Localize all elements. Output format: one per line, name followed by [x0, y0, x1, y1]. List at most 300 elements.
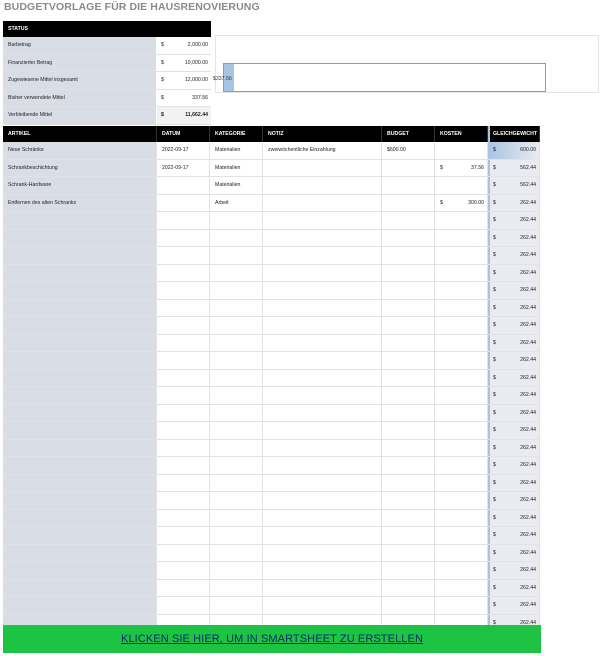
cell-datum[interactable] [157, 247, 210, 264]
cell-notiz[interactable] [263, 492, 382, 509]
cell-datum[interactable] [157, 527, 210, 544]
cell-kosten[interactable] [435, 300, 488, 317]
status-label: Bisher verwendete Mittel [3, 90, 157, 107]
cell-kategorie[interactable] [210, 492, 263, 509]
cell-kategorie[interactable] [210, 597, 263, 614]
cell-notiz[interactable] [263, 317, 382, 334]
cell-gleichgewicht[interactable] [488, 580, 540, 597]
cell-artikel[interactable] [3, 265, 157, 282]
cell-gleichgewicht[interactable] [488, 282, 540, 299]
table-row [3, 457, 540, 475]
header-budget[interactable]: BUDGET [382, 126, 435, 142]
cell-kategorie[interactable] [210, 562, 263, 579]
cell-kosten[interactable] [435, 195, 488, 212]
cell-artikel[interactable] [3, 317, 157, 334]
cell-budget[interactable] [382, 177, 435, 194]
cell-kategorie[interactable]: Arbeit [210, 195, 263, 212]
cell-datum[interactable] [157, 212, 210, 229]
cell-notiz[interactable] [263, 457, 382, 474]
cell-notiz[interactable] [263, 440, 382, 457]
cell-budget[interactable] [382, 597, 435, 614]
balance-currency: $ [493, 252, 496, 258]
table-row [3, 142, 540, 160]
table-row [3, 545, 540, 563]
cell-gleichgewicht[interactable] [488, 405, 540, 422]
balance-currency: $ [493, 304, 496, 311]
cell-kategorie[interactable]: Materialien [210, 177, 263, 194]
page-title: BUDGETVORLAGE FÜR DIE HAUSRENOVIERUNG [4, 1, 260, 13]
cell-notiz[interactable] [263, 160, 382, 177]
cell-gleichgewicht[interactable] [488, 247, 540, 264]
kosten-currency: $ [440, 199, 443, 206]
balance-value: 262.44 [520, 462, 536, 468]
budget-table [3, 126, 540, 632]
cell-kosten[interactable] [435, 352, 488, 369]
cell-notiz[interactable] [263, 300, 382, 317]
cell-artikel[interactable] [3, 335, 157, 352]
cell-kosten[interactable] [435, 177, 488, 194]
balance-value: 262.44 [520, 409, 536, 416]
cell-budget[interactable] [382, 317, 435, 334]
balance-value: 262.44 [520, 479, 536, 486]
balance-currency: $ [493, 182, 496, 188]
cell-notiz[interactable] [263, 247, 382, 264]
cell-gleichgewicht[interactable] [488, 212, 540, 229]
cell-datum[interactable] [157, 282, 210, 299]
cell-budget[interactable] [382, 352, 435, 369]
cell-kosten[interactable] [435, 247, 488, 264]
status-currency: $ [157, 55, 173, 72]
cell-kosten[interactable] [435, 597, 488, 614]
cell-datum[interactable] [157, 457, 210, 474]
cell-notiz[interactable] [263, 282, 382, 299]
cell-gleichgewicht[interactable] [488, 230, 540, 247]
table-row [3, 422, 540, 440]
cell-gleichgewicht[interactable] [488, 300, 540, 317]
cell-gleichgewicht[interactable] [488, 475, 540, 492]
header-datum[interactable]: DATUM [157, 126, 210, 142]
cell-notiz[interactable] [263, 422, 382, 439]
cell-kosten[interactable] [435, 265, 488, 282]
cell-datum[interactable] [157, 545, 210, 562]
table-row [3, 440, 540, 458]
balance-value: 562.44 [520, 164, 536, 171]
cell-artikel[interactable] [3, 212, 157, 229]
balance-value: 262.44 [520, 374, 536, 381]
cell-artikel[interactable]: Entfernen des alten Schranks [3, 195, 157, 212]
cell-datum[interactable] [157, 195, 210, 212]
balance-currency: $ [493, 339, 496, 346]
cell-datum[interactable] [157, 317, 210, 334]
cell-artikel[interactable] [3, 580, 157, 597]
cell-budget[interactable] [382, 545, 435, 562]
status-value[interactable]: 11,662.44 [173, 107, 211, 124]
cell-budget[interactable] [382, 387, 435, 404]
cell-datum[interactable] [157, 352, 210, 369]
cell-datum[interactable] [157, 370, 210, 387]
cell-notiz[interactable] [263, 475, 382, 492]
header-kosten[interactable]: KOSTEN [435, 126, 488, 142]
cell-budget[interactable] [382, 422, 435, 439]
cell-gleichgewicht[interactable] [488, 510, 540, 527]
status-currency: $ [157, 37, 173, 54]
balance-currency: $ [493, 392, 496, 398]
table-body [3, 142, 540, 632]
balance-currency: $ [493, 532, 496, 538]
table-row [3, 562, 540, 580]
cell-kategorie[interactable] [210, 230, 263, 247]
cell-gleichgewicht[interactable] [488, 317, 540, 334]
cell-kosten[interactable] [435, 475, 488, 492]
cell-datum[interactable] [157, 387, 210, 404]
balance-currency: $ [493, 269, 496, 276]
header-gleichgewicht[interactable]: GLEICHGEWICHT [488, 126, 540, 142]
cell-artikel[interactable] [3, 230, 157, 247]
cell-artikel[interactable] [3, 282, 157, 299]
cell-kategorie[interactable] [210, 527, 263, 544]
cell-kosten[interactable] [435, 440, 488, 457]
balance-currency: $ [493, 567, 496, 573]
balance-value: 262.44 [520, 234, 536, 241]
balance-value: 262.44 [520, 619, 536, 626]
cell-datum[interactable] [157, 230, 210, 247]
cell-kategorie[interactable] [210, 317, 263, 334]
balance-value: 262.44 [520, 497, 536, 503]
cell-notiz[interactable] [263, 580, 382, 597]
cell-kategorie[interactable] [210, 580, 263, 597]
cell-datum[interactable] [157, 335, 210, 352]
cell-budget[interactable] [382, 475, 435, 492]
table-row [3, 580, 540, 598]
cell-datum[interactable] [157, 422, 210, 439]
cell-notiz[interactable] [263, 597, 382, 614]
cell-gleichgewicht[interactable] [488, 352, 540, 369]
cell-artikel[interactable] [3, 492, 157, 509]
cell-kategorie[interactable] [210, 457, 263, 474]
kosten-value: 37.56 [471, 164, 484, 171]
cell-datum[interactable] [157, 405, 210, 422]
cell-notiz[interactable] [263, 545, 382, 562]
cell-gleichgewicht[interactable] [488, 142, 540, 159]
cell-budget[interactable] [382, 492, 435, 509]
table-row [3, 527, 540, 545]
balance-value: 262.44 [520, 602, 536, 608]
balance-value: 262.44 [520, 304, 536, 311]
cell-gleichgewicht[interactable] [488, 195, 540, 212]
table-row [3, 212, 540, 230]
cell-budget[interactable] [382, 160, 435, 177]
cell-notiz[interactable] [263, 562, 382, 579]
balance-value: 262.44 [520, 339, 536, 346]
cell-kategorie[interactable] [210, 545, 263, 562]
cell-kosten[interactable] [435, 142, 488, 159]
table-row [3, 282, 540, 300]
cell-kosten[interactable] [435, 335, 488, 352]
cell-kategorie[interactable] [210, 510, 263, 527]
table-row [3, 352, 540, 370]
balance-currency: $ [493, 514, 496, 521]
balance-value: 262.44 [520, 567, 536, 573]
cell-kategorie[interactable]: Materialien [210, 142, 263, 159]
cell-budget[interactable] [382, 527, 435, 544]
balance-value: 262.44 [520, 287, 536, 293]
status-value[interactable]: 337.56 [173, 90, 211, 107]
cell-artikel[interactable] [3, 247, 157, 264]
cell-budget[interactable] [382, 457, 435, 474]
cell-budget[interactable] [382, 405, 435, 422]
status-label: Verbleibende Mittel [3, 107, 157, 124]
cell-kategorie[interactable] [210, 475, 263, 492]
cell-artikel[interactable] [3, 510, 157, 527]
cell-kategorie[interactable] [210, 352, 263, 369]
cell-kosten[interactable] [435, 370, 488, 387]
cell-budget[interactable] [382, 440, 435, 457]
cell-artikel[interactable] [3, 545, 157, 562]
table-header [3, 126, 540, 142]
balance-value: 262.44 [520, 427, 536, 433]
cell-budget[interactable] [382, 580, 435, 597]
cell-notiz[interactable] [263, 527, 382, 544]
cell-gleichgewicht[interactable] [488, 597, 540, 614]
cell-gleichgewicht[interactable] [488, 457, 540, 474]
cell-artikel[interactable] [3, 597, 157, 614]
cell-budget[interactable] [382, 195, 435, 212]
status-value[interactable]: 12,000.00 [173, 72, 211, 89]
cell-budget[interactable] [382, 510, 435, 527]
table-row [3, 300, 540, 318]
table-row [3, 335, 540, 353]
balance-value: 600.00 [520, 147, 536, 153]
balance-value: 262.44 [520, 392, 536, 398]
cell-budget[interactable] [382, 247, 435, 264]
cta-label[interactable]: KLICKEN SIE HIER, UM IN SMARTSHEET ZU ERSTELLEN [121, 633, 423, 645]
cell-artikel[interactable]: Schrank-Hardware [3, 177, 157, 194]
cell-datum[interactable] [157, 562, 210, 579]
status-row [3, 107, 211, 125]
chart-data-label: $337.56 [213, 76, 232, 82]
balance-value: 262.44 [520, 199, 536, 206]
cell-notiz[interactable] [263, 405, 382, 422]
status-rows [3, 37, 211, 125]
kosten-value: 300.00 [468, 199, 484, 206]
cell-kosten[interactable] [435, 160, 488, 177]
balance-currency: $ [493, 322, 496, 328]
cell-kategorie[interactable] [210, 300, 263, 317]
status-value[interactable]: 10,000.00 [173, 55, 211, 72]
cell-datum[interactable] [157, 597, 210, 614]
status-currency: $ [157, 90, 173, 107]
cell-gleichgewicht[interactable] [488, 370, 540, 387]
kosten-currency: $ [440, 164, 443, 171]
status-row [3, 90, 211, 108]
table-row [3, 492, 540, 510]
cell-kosten[interactable] [435, 317, 488, 334]
table-row [3, 510, 540, 528]
cell-datum[interactable] [157, 475, 210, 492]
cell-artikel[interactable] [3, 405, 157, 422]
table-row [3, 405, 540, 423]
cell-kosten[interactable] [435, 212, 488, 229]
table-row [3, 177, 540, 195]
balance-value: 262.44 [520, 357, 536, 363]
cell-gleichgewicht[interactable] [488, 545, 540, 562]
cell-kategorie[interactable] [210, 405, 263, 422]
cell-artikel[interactable] [3, 562, 157, 579]
cell-artikel[interactable] [3, 527, 157, 544]
cell-datum[interactable] [157, 265, 210, 282]
cell-kategorie[interactable] [210, 422, 263, 439]
cell-notiz[interactable] [263, 177, 382, 194]
cell-kosten[interactable] [435, 527, 488, 544]
cell-notiz[interactable] [263, 370, 382, 387]
cell-kategorie[interactable] [210, 387, 263, 404]
cell-datum[interactable]: 2022-09-17 [157, 142, 210, 159]
cell-budget[interactable] [382, 300, 435, 317]
status-header: STATUS [3, 21, 211, 37]
cell-gleichgewicht[interactable] [488, 265, 540, 282]
cell-kategorie[interactable] [210, 440, 263, 457]
balance-currency: $ [493, 287, 496, 293]
cell-notiz[interactable] [263, 195, 382, 212]
cell-gleichgewicht[interactable] [488, 440, 540, 457]
table-row [3, 317, 540, 335]
cell-kosten[interactable] [435, 510, 488, 527]
cell-notiz[interactable] [263, 510, 382, 527]
cell-notiz[interactable] [263, 230, 382, 247]
cell-budget[interactable] [382, 212, 435, 229]
cell-artikel[interactable] [3, 440, 157, 457]
cell-datum[interactable] [157, 300, 210, 317]
balance-value: 262.44 [520, 584, 536, 591]
cell-notiz[interactable] [263, 265, 382, 282]
cell-artikel[interactable] [3, 352, 157, 369]
balance-value: 262.44 [520, 514, 536, 521]
balance-currency: $ [493, 619, 496, 626]
cell-artikel[interactable] [3, 475, 157, 492]
cell-kategorie[interactable] [210, 282, 263, 299]
balance-currency: $ [493, 602, 496, 608]
cell-gleichgewicht[interactable] [488, 562, 540, 579]
cell-datum[interactable] [157, 510, 210, 527]
table-row [3, 597, 540, 615]
cell-notiz[interactable]: zweiwöchentliche Einzahlung [263, 142, 382, 159]
cell-artikel[interactable] [3, 457, 157, 474]
cell-artikel[interactable] [3, 387, 157, 404]
balance-currency: $ [493, 479, 496, 486]
balance-value: 262.44 [520, 217, 536, 223]
balance-value: 562.44 [520, 182, 536, 188]
smartsheet-cta-button[interactable] [3, 625, 541, 653]
balance-currency: $ [493, 409, 496, 416]
table-row [3, 195, 540, 213]
cell-kategorie[interactable] [210, 370, 263, 387]
chart-plot-area [223, 63, 546, 92]
cell-artikel[interactable]: Schrankbeschichtung [3, 160, 157, 177]
cell-kosten[interactable] [435, 387, 488, 404]
cell-kosten[interactable] [435, 562, 488, 579]
cell-budget[interactable] [382, 230, 435, 247]
balance-currency: $ [493, 357, 496, 363]
balance-currency: $ [493, 199, 496, 206]
cell-gleichgewicht[interactable] [488, 387, 540, 404]
cell-budget[interactable] [382, 265, 435, 282]
status-row [3, 72, 211, 90]
cell-datum[interactable] [157, 177, 210, 194]
cell-notiz[interactable] [263, 352, 382, 369]
cell-kategorie[interactable]: Materialien [210, 160, 263, 177]
funds-chart [215, 35, 599, 93]
table-row [3, 160, 540, 178]
cell-artikel[interactable] [3, 422, 157, 439]
cell-gleichgewicht[interactable] [488, 177, 540, 194]
balance-currency: $ [493, 427, 496, 433]
cell-notiz[interactable] [263, 335, 382, 352]
cell-notiz[interactable] [263, 212, 382, 229]
status-label: Zugewiesene Mittel insgesamt [3, 72, 157, 89]
cell-kategorie[interactable] [210, 247, 263, 264]
cell-kosten[interactable] [435, 457, 488, 474]
balance-value: 262.44 [520, 444, 536, 451]
balance-currency: $ [493, 584, 496, 591]
balance-currency: $ [493, 444, 496, 451]
cell-artikel[interactable] [3, 300, 157, 317]
cell-budget[interactable] [382, 282, 435, 299]
cell-kosten[interactable] [435, 492, 488, 509]
cell-budget[interactable]: $600.00 [382, 142, 435, 159]
cell-artikel[interactable]: Neue Schränke [3, 142, 157, 159]
cell-gleichgewicht[interactable] [488, 160, 540, 177]
cell-gleichgewicht[interactable] [488, 527, 540, 544]
table-row [3, 475, 540, 493]
status-value[interactable]: 2,000.00 [173, 37, 211, 54]
status-table [3, 21, 211, 125]
cell-kosten[interactable] [435, 545, 488, 562]
cell-notiz[interactable] [263, 387, 382, 404]
cell-kosten[interactable] [435, 580, 488, 597]
cell-kosten[interactable] [435, 422, 488, 439]
cell-budget[interactable] [382, 370, 435, 387]
balance-value: 262.44 [520, 269, 536, 276]
cell-datum[interactable] [157, 580, 210, 597]
table-row [3, 387, 540, 405]
header-notiz[interactable]: NOTIZ [263, 126, 382, 142]
cell-datum[interactable] [157, 440, 210, 457]
cell-budget[interactable] [382, 335, 435, 352]
status-label: Finanzierter Betrag [3, 55, 157, 72]
cell-kosten[interactable] [435, 405, 488, 422]
balance-currency: $ [493, 147, 496, 153]
cell-datum[interactable]: 2022-09-17 [157, 160, 210, 177]
cell-datum[interactable] [157, 492, 210, 509]
cell-gleichgewicht[interactable] [488, 422, 540, 439]
cell-kosten[interactable] [435, 282, 488, 299]
cell-gleichgewicht[interactable] [488, 492, 540, 509]
table-row [3, 265, 540, 283]
cell-budget[interactable] [382, 562, 435, 579]
header-kategorie[interactable]: KATEGORIE [210, 126, 263, 142]
cell-kategorie[interactable] [210, 212, 263, 229]
cell-artikel[interactable] [3, 370, 157, 387]
cell-kosten[interactable] [435, 230, 488, 247]
table-row [3, 370, 540, 388]
balance-currency: $ [493, 462, 496, 468]
balance-value: 262.44 [520, 252, 536, 258]
status-currency: $ [157, 72, 173, 89]
cell-kategorie[interactable] [210, 335, 263, 352]
header-artikel[interactable]: ARTIKEL [3, 126, 157, 142]
cell-kategorie[interactable] [210, 265, 263, 282]
cell-gleichgewicht[interactable] [488, 335, 540, 352]
